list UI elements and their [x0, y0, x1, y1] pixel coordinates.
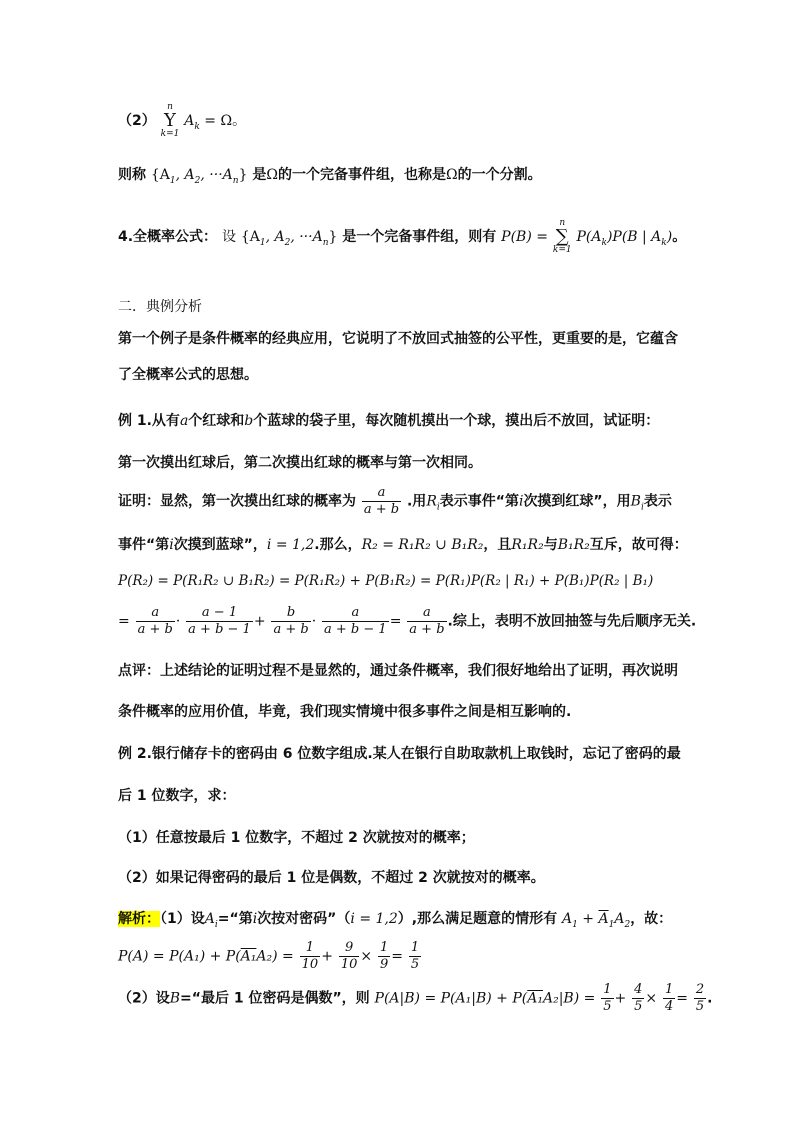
- condition-2-line: （2） n Y k=1 $A_k = \Omega$。: [118, 102, 247, 139]
- intro-line-2: 了全概率公式的思想。: [118, 367, 258, 383]
- example-1-line-1: 例 1.从有a个红球和b个蓝球的袋子里，每次随机摸出一个球，摸出后不放回，试证明：: [118, 413, 660, 429]
- proof-line-3: P(R₂) = P(R₁R₂ ∪ B₁R₂) = P(R₁R₂) + P(B₁R₂) = P(R₁)P(R₂ | R₁) + P(B₁)P(R₂ | B₁): [118, 573, 654, 589]
- example-2-line-1: 例 2.银行储存卡的密码由 6 位数字组成.某人在银行自助取款机上取钱时，忘记了密码的最: [118, 746, 681, 762]
- example-2-question-1: （1）任意按最后 1 位数字，不超过 2 次就按对的概率；: [118, 830, 475, 846]
- proof-line-4: = $\frac{a}{a + b}$ · $\frac{a - 1}{a + b - 1}$ + $\frac{b}{a + b}$ · $\frac{a}{a + b - 1}$ = $\frac{a}{a + b}$ .综上，表明不放回抽签与先后顺序无关.: [118, 605, 697, 637]
- solution-label: 解析：: [118, 911, 160, 927]
- formula-title: 4.全概率公式：: [118, 229, 218, 245]
- comment-line-1: 点评：上述结论的证明过程不是显然的，通过条件概率，我们很好地给出了证明，再次说明: [118, 663, 678, 679]
- fraction: $\frac{a}{a + b}$: [363, 485, 400, 517]
- solution-line-3: （2）设B=“最后 1 位密码是偶数”，则 P(A|B) = P(A₁|B) + P(A₁A₂|B) = $\frac{1}{5}$ + $\frac{4}{5}$ × $\frac{1}{4}$ = $\frac{2}{5}$ .: [118, 982, 713, 1014]
- union-symbol: n Y k=1: [160, 102, 180, 139]
- solution-line-2: P(A) = P(A₁) + P(A₁A₂) = $\frac{1}{10}$ + $\frac{9}{10}$ × $\frac{1}{9}$ = $\frac{1}{5}$: [118, 940, 420, 972]
- proof-line-2: 事件“第i次摸到蓝球”，i = 1,2.那么，R₂ = R₁R₂ ∪ B₁R₂，且R₁R₂与B₁R₂互斥，故可得：: [118, 537, 688, 553]
- partition-line: 则称 {$A_1$, $A_2$, $\cdot\cdot\cdot A_n$} 是Ω的一个完备事件组，也称是Ω的一个分割。: [118, 167, 542, 186]
- comment-line-2: 条件概率的应用价值，毕竟，我们现实情境中很多事件之间是相互影响的.: [118, 704, 572, 720]
- proof-line-1: 证明：显然，第一次摸出红球的概率为 $\frac{a}{a + b}$ .用$R_i$表示事件“第i次摸到红球”，用$B_i$表示: [118, 485, 672, 517]
- section-title: 二．典例分析: [118, 299, 202, 315]
- summation-symbol: n ∑ k=1: [552, 218, 572, 255]
- example-2-question-2: （2）如果记得密码的最后 1 位是偶数，不超过 2 次就按对的概率。: [118, 870, 545, 886]
- solution-line-1: 解析：（1）设$A_i=“$第i次按对密码”（i = 1,2）,那么满足题意的情形有 $A_1 + \overline{A}_1A_2$，故：: [118, 911, 673, 930]
- condition-2-prefix: （2）: [118, 113, 156, 129]
- example-1-line-2: 第一次摸出红球后，第二次摸出红球的概率与第一次相同。: [118, 455, 482, 471]
- example-2-line-2: 后 1 位数字，求：: [118, 788, 236, 804]
- total-probability-line: 4.全概率公式： 设 {$A_1$, $A_2$, $\cdot\cdot\cdot A_n$} 是一个完备事件组，则有 P(B) = n ∑ k=1 $P(A_k)P(B$ | $A_k$)。: [118, 218, 687, 255]
- intro-line-1: 第一个例子是条件概率的经典应用，它说明了不放回式抽签的公平性，更重要的是，它蕴含: [118, 331, 678, 347]
